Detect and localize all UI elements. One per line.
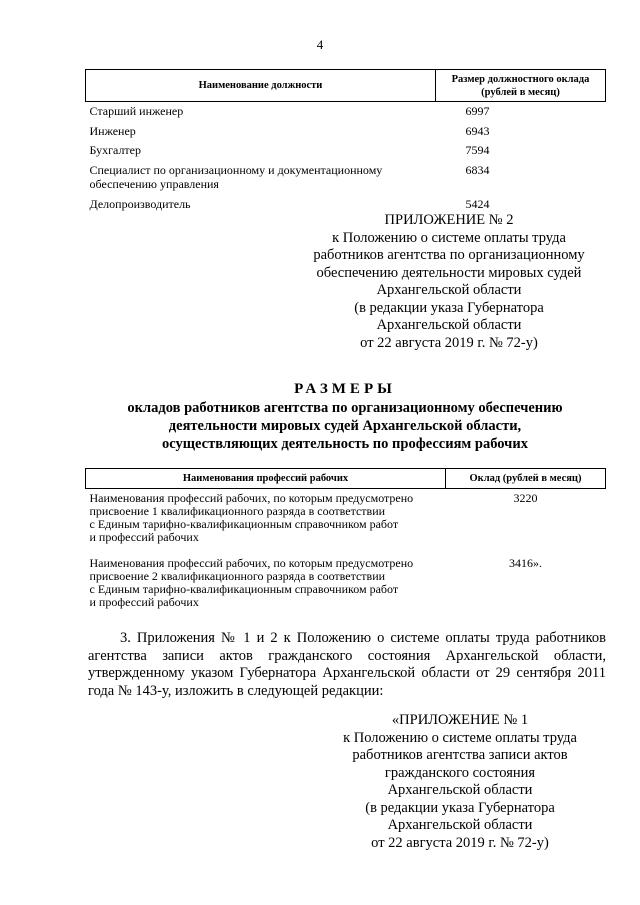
profession-line: и профессий рабочих xyxy=(89,530,199,544)
appendix-2-line: ПРИЛОЖЕНИЕ № 2 xyxy=(384,212,514,228)
subtitle-line: окладов работников агентства по организационному обеспечению xyxy=(127,400,563,416)
appendix-2-heading xyxy=(290,212,608,352)
position-name: Бухгалтер xyxy=(89,143,142,157)
appendix-2-line: к Положению о системе оплаты труда xyxy=(332,229,566,246)
appendix-1-line: к Положению о системе оплаты труда xyxy=(343,729,577,746)
appendix-1-line: «ПРИЛОЖЕНИЕ № 1 xyxy=(391,712,529,728)
column-header-position: Наименование должности xyxy=(86,70,436,102)
profession-line: присвоение 2 квалификационного разряда в соответствии xyxy=(89,569,386,583)
position-salary: 5424 xyxy=(465,196,490,211)
table-header-row xyxy=(86,469,606,489)
page-number: 4 xyxy=(316,37,324,52)
appendix-2-line: обеспечению деятельности мировых судей xyxy=(316,264,582,281)
position-salary: 6834 xyxy=(465,162,490,177)
appendix-1-line: Архангельской области xyxy=(387,782,533,798)
profession-name xyxy=(86,489,446,555)
subtitle-line: деятельности мировых судей Архангельской области, xyxy=(168,418,522,434)
position-name: Старший инженер xyxy=(89,104,184,118)
column-header-profession: Наименования профессий рабочих xyxy=(86,469,446,489)
position-name: Инженер xyxy=(89,123,136,138)
table-row xyxy=(86,489,606,555)
profession-salary: 3220 xyxy=(513,491,538,505)
appendix-1-line: Архангельской области xyxy=(387,817,533,833)
section-title: РАЗМЕРЫ xyxy=(294,381,396,397)
profession-line: Наименования профессий рабочих, по которым предусмотрено xyxy=(89,491,414,505)
profession-name xyxy=(86,554,446,609)
position-salary: 7594 xyxy=(465,143,490,157)
profession-line: с Единым тарифно-квалификационным справочником работ xyxy=(89,582,399,596)
amendment-paragraph: 3. Приложения № 1 и 2 к Положению о системе оплаты труда работников агентства записи актов гражданского состояния Архангельской области, утвержденному указом Губернатора Архангельской области от 29 сентября 2011 года № 143-у, изложить в следующей редакции: xyxy=(88,630,606,699)
table-row xyxy=(86,141,606,161)
profession-line: с Единым тарифно-квалификационным справочником работ xyxy=(89,517,399,531)
column-header-salary: Оклад (рублей в месяц) xyxy=(446,469,606,489)
appendix-1-heading xyxy=(310,712,610,852)
professions-salary-table xyxy=(85,468,606,609)
position-name: Специалист по организационному и документационному обеспечению управления xyxy=(89,162,383,191)
appendix-2-line: (в редакции указа Губернатора xyxy=(354,299,544,316)
table-row xyxy=(86,554,606,609)
appendix-2-line: Архангельской области xyxy=(376,317,522,333)
table-header-row xyxy=(86,70,606,102)
section-subtitle xyxy=(80,399,610,453)
appendix-1-line: работников агентства записи актов xyxy=(352,747,568,763)
table-row xyxy=(86,161,606,195)
appendix-1-line: гражданского состояния xyxy=(384,764,536,781)
appendix-2-line: работников агентства по организационному xyxy=(313,247,585,263)
position-salary: 6997 xyxy=(465,104,490,118)
appendix-1-line: от 22 августа 2019 г. № 72-у) xyxy=(371,834,549,851)
appendix-2-line: Архангельской области xyxy=(376,282,522,298)
profession-line: Наименования профессий рабочих, по которым предусмотрено xyxy=(89,556,414,570)
position-name: Делопроизводитель xyxy=(89,196,191,211)
subtitle-line: осуществляющих деятельность по профессиям рабочих xyxy=(162,436,528,452)
table-row xyxy=(86,102,606,122)
appendix-2-line: от 22 августа 2019 г. № 72-у) xyxy=(360,334,538,351)
column-header-salary: Размер должностного оклада (рублей в месяц) xyxy=(436,70,606,102)
profession-line: присвоение 1 квалификационного разряда в соответствии xyxy=(89,504,386,518)
profession-line: и профессий рабочих xyxy=(89,595,199,609)
position-salary: 6943 xyxy=(465,123,490,138)
positions-salary-table xyxy=(85,69,606,214)
profession-salary: 3416». xyxy=(509,556,542,570)
table-row xyxy=(86,122,606,142)
appendix-1-line: (в редакции указа Губернатора xyxy=(365,799,555,816)
